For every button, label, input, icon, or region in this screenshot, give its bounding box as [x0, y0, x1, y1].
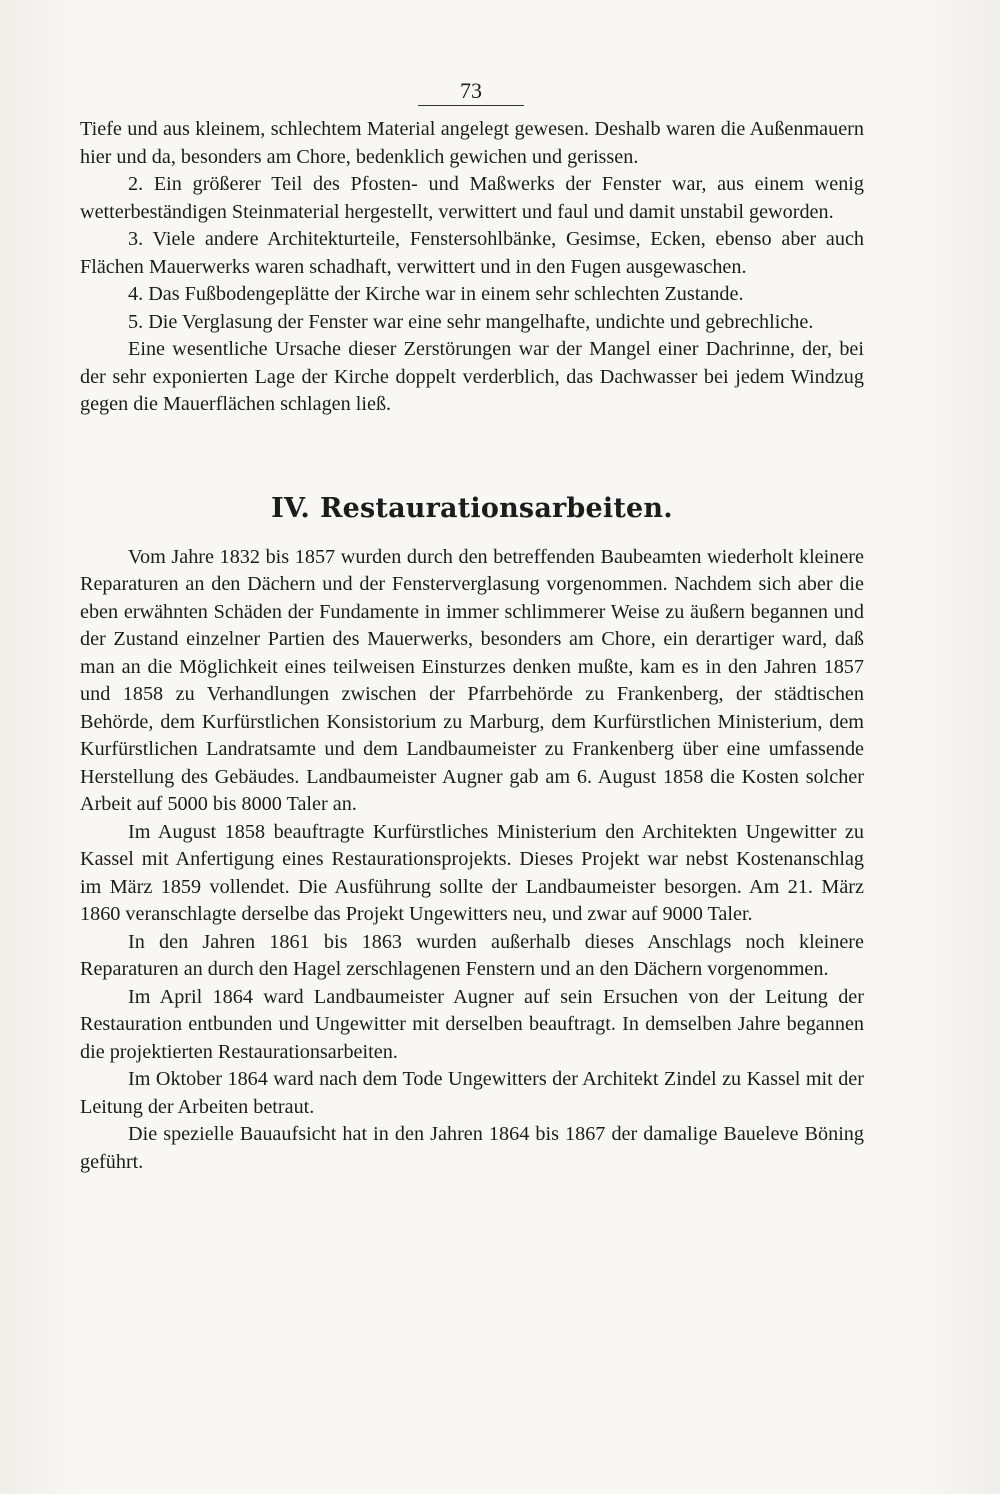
paragraph-item-3: 3. Viele andere Architekturteile, Fenstersohlbänke, Gesimse, Ecken, ebenso aber auch Flächen Mauerwerks waren schadhaft, verwittert und in den Fugen ausgewaschen.: [80, 228, 864, 278]
section-heading: [80, 492, 864, 526]
paragraph-continuation: Tiefe und aus kleinem, schlechtem Material angelegt gewesen. Deshalb waren die Außenmauern hier und da, besonders am Chore, bedenklich gewichen und gerissen.: [80, 118, 864, 168]
paragraph-cause: Eine wesentliche Ursache dieser Zerstörungen war der Mangel einer Dachrinne, der, bei der sehr exponierten Lage der Kirche doppelt verderblich, das Dachwasser bei jedem Windzug gegen die Mauerflächen schlagen ließ.: [80, 338, 864, 415]
paragraph-item-4: 4. Das Fußbodengeplätte der Kirche war in einem sehr schlechten Zustande.: [128, 283, 744, 305]
header-rule: [418, 105, 524, 106]
section-number: IV.: [271, 492, 311, 524]
section-title: Restaurationsarbeiten.: [320, 492, 673, 524]
paragraph-1861-1863: In den Jahren 1861 bis 1863 wurden außerhalb dieses Anschlags noch kleinere Reparaturen an durch den Hagel zerschlagenen Fenstern und an den Dächern vorgenommen.: [80, 930, 864, 980]
paragraph-item-2: 2. Ein größerer Teil des Pfosten- und Maßwerks der Fenster war, aus einem wenig wetterbeständigen Steinmaterial hergestellt, verwittert und faul und damit unstabil geworden.: [80, 173, 864, 223]
page-body: [80, 116, 864, 1176]
paragraph-item-5: 5. Die Verglasung der Fenster war eine sehr mangelhafte, undichte und gebrechliche.: [128, 310, 814, 333]
page-number: 73: [460, 78, 482, 103]
paragraph-april-1864: Im April 1864 ward Landbaumeister Augner auf sein Ersuchen von der Leitung der Restauration entbunden und Ungewitter mit derselben beauftragt. In demselben Jahre begannen die projektierten Restaurationsarbeiten.: [80, 985, 864, 1063]
paragraph-history-1832: Vom Jahre 1832 bis 1857 wurden durch den betreffenden Baubeamten wiederholt kleinere Reparaturen an den Dächern und der Fensterverglasung vorgenommen. Nachdem sich aber die eben erwähnten Schäden der Fundamente in immer schlimmerer Weise zu äußern begannen und der Zustand einzelner Partien des Mauerwerks, besonders am Chore, ein derartiger ward, daß man an die Möglichkeit eines teilweisen Einsturzes denken mußte, kam es in den Jahren 1857 und 1858 zu Verhandlungen zwischen der Pfarrbehörde zu Frankenberg, der städtischen Behörde, dem Kurfürstlichen Konsistorium zu Marburg, dem Kurfürstlichen Ministerium, dem Kurfürstlichen Landratsamte und dem Landbaumeister zu Frankenberg über eine umfassende Herstellung des Gebäudes. Landbaumeister Augner gab am 6. August 1858 die Kosten solcher Arbeit auf 5000 bis 8000 Taler an.: [80, 545, 864, 815]
paragraph-bauaufsicht: Die spezielle Bauaufsicht hat in den Jahren 1864 bis 1867 der damalige Baueleve Böning geführt.: [80, 1123, 864, 1173]
paragraph-august-1858: Im August 1858 beauftragte Kurfürstliches Ministerium den Architekten Ungewitter zu Kassel mit Anfertigung eines Restaurationsprojekts. Dieses Projekt war nebst Kostenanschlag im März 1859 vollendet. Die Ausführung sollte der Landbaumeister besorgen. Am 21. März 1860 veranschlagte derselbe das Projekt Ungewitters neu, und zwar auf 9000 Taler.: [80, 820, 864, 925]
paragraph-october-1864: Im Oktober 1864 ward nach dem Tode Ungewitters der Architekt Zindel zu Kassel mit der Leitung der Arbeiten betraut.: [80, 1068, 864, 1118]
page-header: [418, 78, 524, 106]
